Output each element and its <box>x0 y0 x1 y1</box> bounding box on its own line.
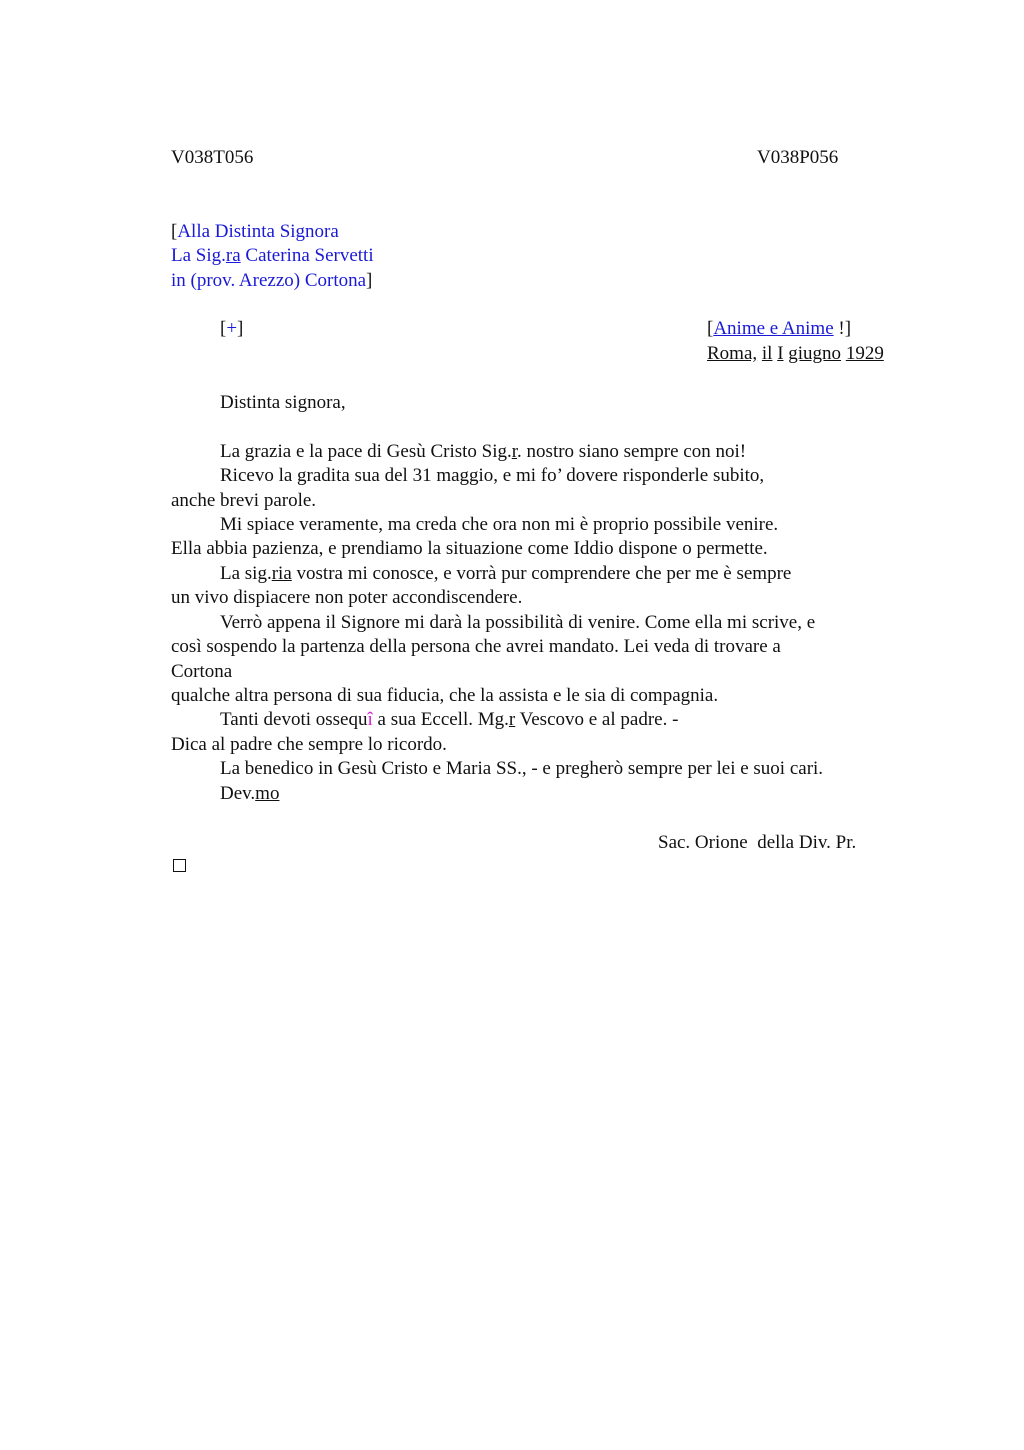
address-line-1: [Alla Distinta Signora <box>171 221 339 242</box>
address-line-2: La Sig.ra Caterina Servetti <box>171 245 374 266</box>
motto: [Anime e Anime !] <box>707 318 852 339</box>
body-line: Ella abbia pazienza, e prendiamo la situazione come Iddio dispone o permette. <box>171 538 768 559</box>
body-line: Verrò appena il Signore mi darà la possibilità di venire. Come ella mi scrive, e <box>220 612 816 633</box>
body-line: così sospendo la partenza della persona che avrei mandato. Lei veda di trovare a <box>171 636 781 657</box>
body-line: La benedico in Gesù Cristo e Maria SS., - e pregherò sempre per lei e suoi cari. <box>220 758 824 779</box>
body-line: Dica al padre che sempre lo ricordo. <box>171 734 447 755</box>
cross-mark: [+] <box>220 318 244 339</box>
body-line: qualche altra persona di sua fiducia, che la assista e le sia di compagnia. <box>171 685 719 706</box>
salutation: Distinta signora, <box>220 392 346 413</box>
body-line: un vivo dispiacere non poter accondiscendere. <box>171 587 523 608</box>
document-code-left: V038T056 <box>171 147 254 168</box>
body-line: anche brevi parole. <box>171 490 317 511</box>
motto-link[interactable]: Anime e Anime <box>713 318 834 339</box>
empty-box-icon <box>173 859 186 872</box>
closing: Dev.mo <box>220 783 280 804</box>
body-line: Cortona <box>171 661 233 682</box>
signature: Sac. Orione della Div. Pr. <box>658 832 857 853</box>
body-line: La sig.ria vostra mi conosce, e vorrà pur comprendere che per me è sempre <box>220 563 792 584</box>
body-line: Ricevo la gradita sua del 31 maggio, e mi fo’ dovere risponderle subito, <box>220 465 765 486</box>
address-line-3: in (prov. Arezzo) Cortona] <box>171 270 373 291</box>
body-line: La grazia e la pace di Gesù Cristo Sig.r. nostro siano sempre con noi! <box>220 441 747 462</box>
body-line: Mi spiace veramente, ma creda che ora non mi è proprio possibile venire. <box>220 514 779 535</box>
document-code-right: V038P056 <box>757 147 839 168</box>
letter-date: Roma, il I giugno 1929 <box>707 343 884 364</box>
cross-icon: + <box>226 318 238 339</box>
body-line: Tanti devoti ossequî a sua Eccell. Mg.r Vescovo e al padre. - <box>220 709 679 730</box>
